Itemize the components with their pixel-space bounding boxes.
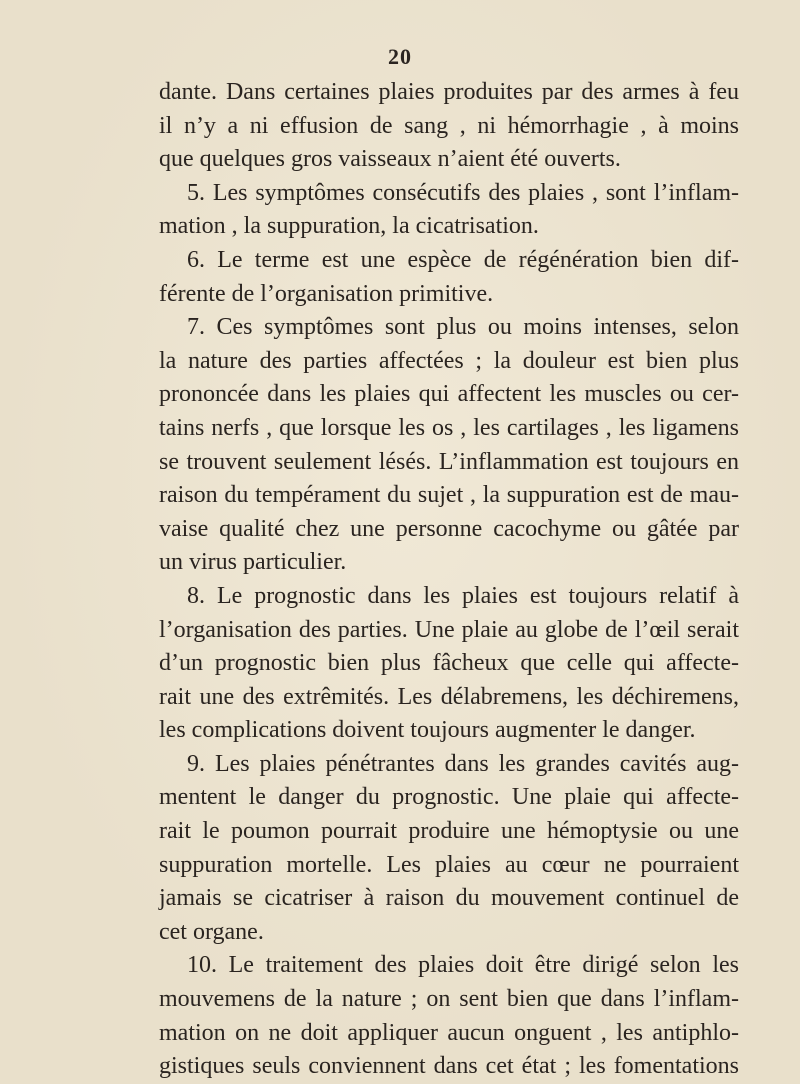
text-line: tains nerfs , que lorsque les os , les cartilages , les ligamens	[159, 414, 739, 441]
text-line: jamais se cicatriser à raison du mouvement continuel de	[159, 885, 739, 912]
text-line: 5. Les symptômes consécutifs des plaies , sont l’inflam-	[187, 179, 739, 206]
text-line: vaise qualité chez une personne cacochyme ou gâtée par	[159, 515, 739, 542]
text-line: suppuration mortelle. Les plaies au cœur ne pourraient	[159, 851, 739, 878]
text-line: mouvemens de la nature ; on sent bien que dans l’inflam-	[159, 986, 739, 1013]
text-line: mentent le danger du prognostic. Une plaie qui affecte-	[159, 784, 739, 811]
text-line: 6. Le terme est une espèce de régénération bien dif-	[187, 246, 739, 273]
text-line: 9. Les plaies pénétrantes dans les grandes cavités aug-	[187, 750, 739, 777]
text-line: la nature des parties affectées ; la douleur est bien plus	[159, 347, 739, 374]
text-line: 7. Ces symptômes sont plus ou moins intenses, selon	[187, 314, 739, 341]
text-line: mation on ne doit appliquer aucun onguent , les antiphlo-	[159, 1019, 739, 1046]
text-line: rait une des extrêmités. Les délabremens, les déchiremens,	[159, 683, 739, 710]
text-line: d’un prognostic bien plus fâcheux que celle qui affecte-	[159, 650, 739, 677]
text-line: rait le poumon pourrait produire une hémoptysie ou une	[159, 818, 739, 845]
text-line: férente de l’organisation primitive.	[159, 280, 494, 307]
text-line: prononcée dans les plaies qui affectent les muscles ou cer-	[159, 381, 739, 408]
text-line: l’organisation des parties. Une plaie au globe de l’œil serait	[159, 616, 739, 643]
text-line: 8. Le prognostic dans les plaies est toujours relatif à	[187, 582, 739, 609]
text-line: gistiques seuls conviennent dans cet état ; les fomentations	[159, 1053, 739, 1080]
body-text	[159, 76, 739, 1084]
text-line: se trouvent seulement lésés. L’inflammation est toujours en	[159, 448, 739, 475]
text-line: il n’y a ni effusion de sang , ni hémorrhagie , à moins	[159, 112, 739, 139]
text-line: mation , la suppuration, la cicatrisation.	[159, 213, 539, 240]
text-line: que quelques gros vaisseaux n’aient été ouverts.	[159, 146, 621, 173]
page-number: 20	[388, 44, 412, 69]
text-line: dante. Dans certaines plaies produites par des armes à feu	[159, 79, 739, 105]
text-line: les complications doivent toujours augmenter le danger.	[159, 717, 696, 744]
text-line: cet organe.	[159, 918, 264, 945]
text-line: raison du tempérament du sujet , la suppuration est de mau-	[159, 482, 739, 509]
text-line: un virus particulier.	[159, 549, 347, 576]
text-line: 10. Le traitement des plaies doit être dirigé selon les	[187, 952, 739, 979]
